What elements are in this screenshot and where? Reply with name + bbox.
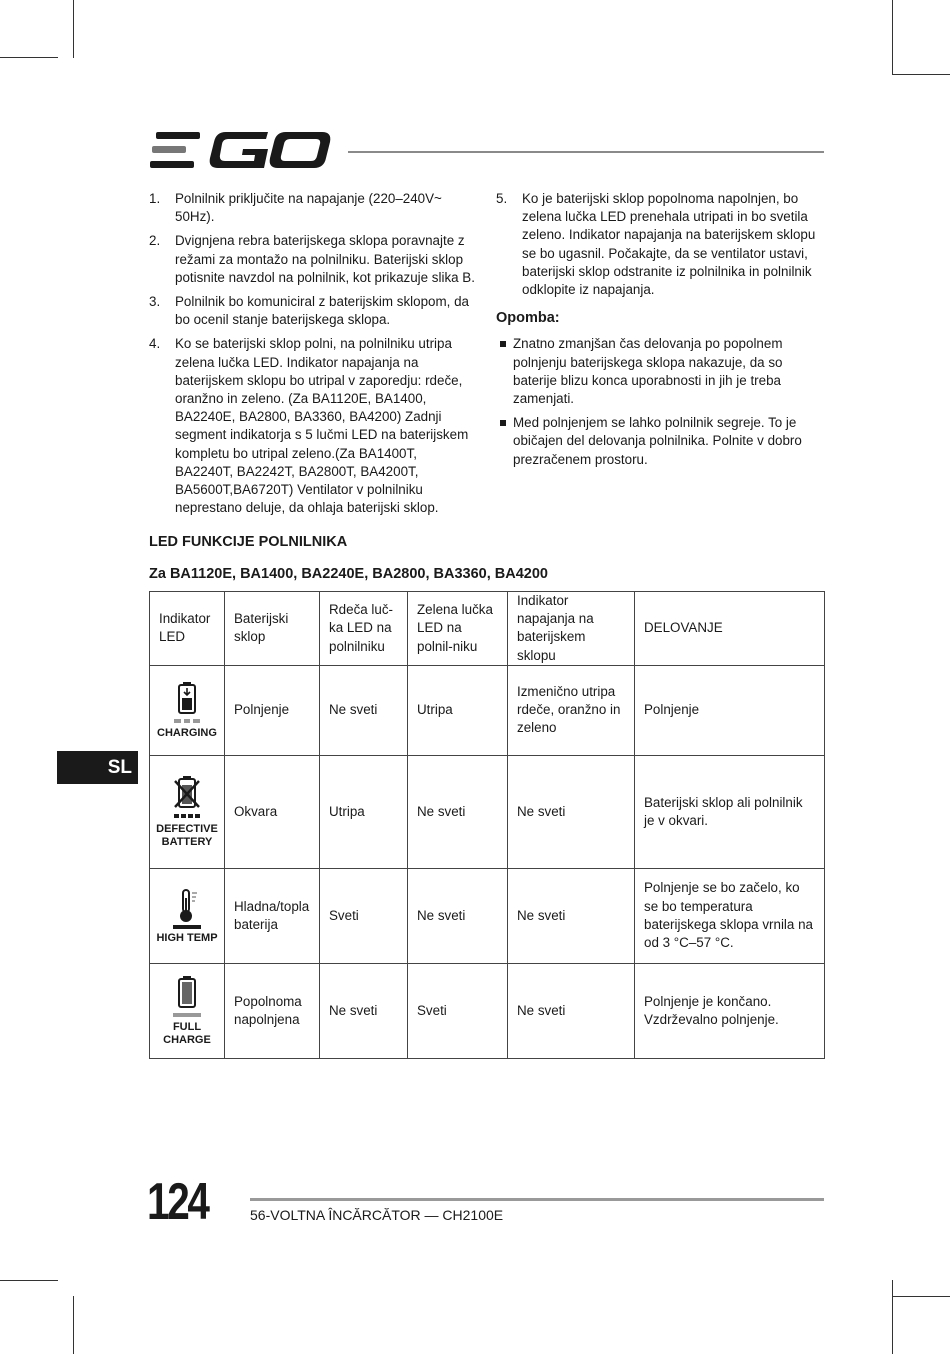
footer-rule [250,1198,824,1201]
steps-list-left [149,190,475,517]
ego-logo [150,128,332,172]
table-cell: Sveti [408,963,508,1058]
crop-mark [73,1296,74,1354]
page-number: 124 [147,1173,208,1231]
step-item: 1. Polnilnik priključite na napajanje (220–240V~ 50Hz). [149,191,442,225]
table-cell: Okvara [225,755,320,868]
led-icon-cell [150,868,225,963]
crop-mark [892,0,893,74]
section-subtitle: Za BA1120E, BA1400, BA2240E, BA2800, BA3360, BA4200 [149,566,548,582]
table-cell: Ne sveti [408,755,508,868]
note-item: Med polnjenjem se lahko polnilnik segreje. To je običajen del delovanja polnilnika. Polnite v dobro prezračenem prostoru. [496,414,824,469]
note-list [496,335,824,468]
section-title: LED FUNKCIJE POLNILNIKA [149,534,348,550]
step-item: 2. Dvignjena rebra baterijskega sklopa poravnajte z režami za montažo na polnilniku. Baterijski sklop potisnite navzdol na polnilnik, kot prikazuje slika B. [149,233,475,285]
table-cell: Polnjenje [225,665,320,755]
table-cell: Polnjenje je končano. Vzdrževalno polnjenje. [635,963,825,1058]
table-cell: Ne sveti [508,755,635,868]
table-header-row [150,592,825,666]
icon-label: DEFECTIVE BATTERY [156,823,218,848]
table-cell: Hladna/topla baterija [225,868,320,963]
charging-battery-icon [172,681,202,725]
table-row [150,963,825,1058]
table-cell: Sveti [320,868,408,963]
left-column [149,190,475,523]
defective-battery-icon [172,775,202,821]
led-icon-cell [150,665,225,755]
icon-label: FULL CHARGE [163,1021,211,1046]
table-cell: Ne sveti [508,868,635,963]
crop-mark [0,1280,58,1281]
table-cell: Utripa [320,755,408,868]
table-cell: Izmenično utripa rdeče, oranžno in zeleno [508,665,635,755]
icon-label: HIGH TEMP [156,931,218,944]
table-row [150,665,825,755]
table-cell: Ne sveti [320,665,408,755]
table-header-cell: Baterijski sklop [225,592,320,666]
table-header-cell: Indikator napajanja na baterijskem sklopu [508,592,635,666]
crop-mark [0,57,58,58]
table-header-cell: DELOVANJE [635,592,825,666]
table-row [150,868,825,963]
steps-list-right [496,190,824,299]
icon-label: CHARGING [157,727,217,740]
footer-title: 56-VOLTNA ÎNCĂRCĂTOR — CH2100E [250,1207,504,1223]
led-function-table [149,591,825,1059]
table-cell: Ne sveti [508,963,635,1058]
step-item: 3. Polnilnik bo komuniciral z baterijskim sklopom, da bo ocenil stanje baterijskega sklopa. [149,294,469,328]
thermometer-icon [172,888,202,930]
right-column [496,190,824,475]
table-cell: Utripa [408,665,508,755]
crop-mark [892,74,950,75]
led-icon-cell [150,963,225,1058]
table-cell: Polnjenje [635,665,825,755]
table-cell: Ne sveti [408,868,508,963]
note-title: Opomba: [496,310,560,327]
crop-mark [892,1280,893,1354]
table-cell: Popolnoma napolnjena [225,963,320,1058]
header-rule [348,151,824,153]
note-item: Znatno zmanjšan čas delovanja po popolnem polnjenju baterijskega sklopa nakazuje, da so baterije blizu konca uporabnosti in jih je treba zamenjati. [496,335,824,408]
table-cell: Ne sveti [320,963,408,1058]
led-icon-cell [150,755,225,868]
table-header-cell: Rdeča luč-ka LED na polnilniku [320,592,408,666]
table-header-cell: Indikator LED [150,592,225,666]
step-item: 5. Ko je baterijski sklop popolnoma napolnjen, bo zelena lučka LED prenehala utripati in bo svetila zeleno. Indikator napajanja na baterijskem sklopu se bo ugasnil. Počakajte, da se ventilator ustavi, baterijski sklop odstranite iz polnilnika in polnilnik odklopite iz napajanja. [496,191,816,298]
crop-mark [892,1296,950,1297]
language-tab: SL [57,751,138,784]
table-cell: Polnjenje se bo začelo, ko se bo temperatura baterijskega sklopa vrnila na od 3 °C–57 °C. [635,868,825,963]
table-header-cell: Zelena lučka LED na polnil-niku [408,592,508,666]
crop-mark [73,0,74,58]
table-row [150,755,825,868]
step-item: 4. Ko se baterijski sklop polni, na polnilniku utripa zelena lučka LED. Indikator napajanja na baterijskem sklopu bo utripal v zaporedju: rdeče, oranžno in zeleno. (Za BA1120E, BA1400, BA2240E, BA2800, BA3360, BA4200) Zadnji segment indikatorja s 5 lučmi LED na baterijskem kompletu bo utripal zeleno.(Za BA1400T, BA2240T, BA2242T, BA2800T, BA4200T, BA5600T,BA6720T) Ventilator v polnilniku neprestano deluje, da ohlaja baterijski sklop. [149,336,469,516]
table-cell: Baterijski sklop ali polnilnik je v okvari. [635,755,825,868]
full-battery-icon [172,975,202,1019]
